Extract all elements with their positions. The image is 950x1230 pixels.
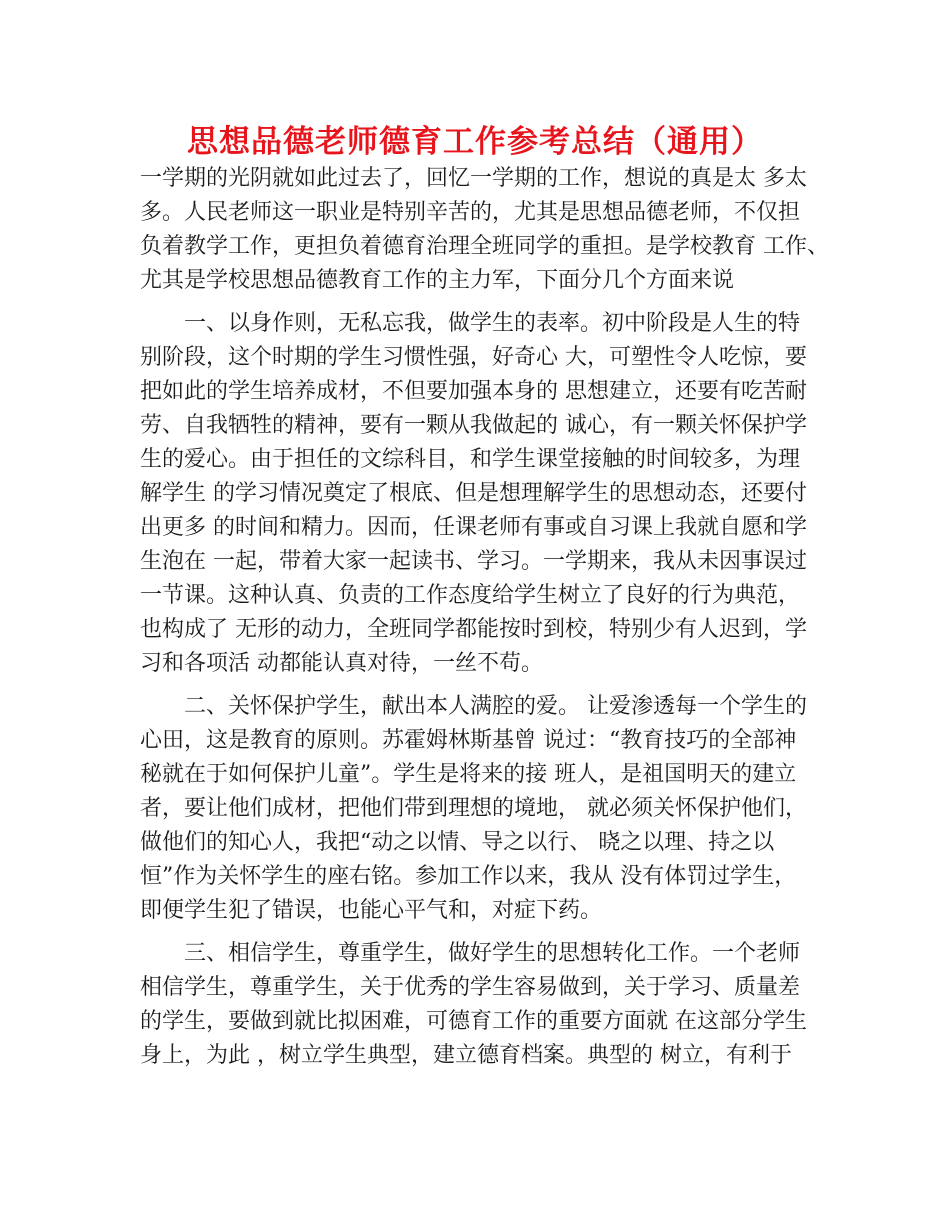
text-line: 别阶段，这个时期的学生习惯性强，好奇心 大，可塑性令人吃惊，要	[140, 345, 807, 370]
text-line: 负着教学工作，更担负着德育治理全班同学的重担。是学校教育 工作、	[140, 234, 829, 259]
text-line: 也构成了 无形的动力，全班同学都能按时到校，特别少有人迟到，学	[140, 617, 807, 642]
text-line: 多。人民老师这一职业是特别辛苦的，尤其是思想品德老师，不仅担	[140, 200, 801, 225]
text-line: 三、相信学生，尊重学生，做好学生的思想转化工作。一个老师	[140, 941, 801, 966]
text-line: 尤其是学校思想品德教育工作的主力军，下面分几个方面来说	[140, 268, 735, 293]
text-line: 把如此的学生培养成材，不但要加强本身的 思想建立，还要有吃苦耐	[140, 379, 807, 404]
text-line: 恒”作为关怀学生的座右铭。参加工作以来，我从 没有体罚过学生，	[140, 864, 797, 889]
text-line: 的学生，要做到就比拟困难，可德育工作的重要方面就 在这部分学生	[140, 1009, 807, 1034]
text-line: 劳、自我牺牲的精神，要有一颗从我做起的 诚心，有一颗关怀保护学	[140, 413, 807, 438]
text-line: 生的爱心。由于担任的文综科目，和学生课堂接触的时间较多，为理	[140, 447, 801, 472]
text-line: 生泡在 一起，带着大家一起读书、学习。一学期来，我从未因事误过	[140, 549, 807, 574]
document-title: 思想品德老师德育工作参考总结（通用）	[187, 124, 763, 160]
text-line: 一学期的光阴就如此过去了，回忆一学期的工作，想说的真是太 多太	[140, 166, 807, 191]
text-line: 二、关怀保护学生，献出本人满腔的爱。 让爱渗透每一个学生的	[140, 694, 807, 719]
paragraph-spacer	[140, 928, 830, 937]
text-line: 相信学生，尊重学生，关于优秀的学生容易做到，关于学习、质量差	[140, 975, 801, 1000]
text-line: 做他们的知心人，我把“动之以情、导之以行、 晓之以理、持之以	[140, 830, 775, 855]
paragraph-section-one	[140, 307, 830, 681]
paragraph-section-three	[140, 937, 830, 1073]
text-line: 解学生 的学习情况奠定了根底、但是想理解学生的思想动态，还要付	[140, 481, 807, 506]
text-line: 身上，为此 ，树立学生典型，建立德育档案。典型的 树立，有利于	[140, 1043, 792, 1068]
paragraph-section-two	[140, 690, 830, 928]
text-line: 秘就在于如何保护儿童”。学生是将来的接 班人，是祖国明天的建立	[140, 762, 797, 787]
paragraph-spacer	[140, 681, 830, 690]
text-line: 心田，这是教育的原则。苏霍姆林斯基曾 说过：“教育技巧的全部神	[140, 728, 797, 753]
text-line: 一节课。这种认真、负责的工作态度给学生树立了良好的行为典范，	[140, 583, 801, 608]
text-line: 者，要让他们成材，把他们带到理想的境地， 就必须关怀保护他们，	[140, 796, 807, 821]
document-body	[140, 162, 830, 1073]
text-line: 即便学生犯了错误，也能心平气和，对症下药。	[140, 898, 603, 923]
text-line: 一、以身作则，无私忘我，做学生的表率。初中阶段是人生的特	[140, 311, 801, 336]
paragraph-intro	[140, 162, 830, 298]
text-line: 出更多 的时间和精力。因而，任课老师有事或自习课上我就自愿和学	[140, 515, 807, 540]
text-line: 习和各项活 动都能认真对待，一丝不苟。	[140, 651, 543, 676]
paragraph-spacer	[140, 298, 830, 307]
